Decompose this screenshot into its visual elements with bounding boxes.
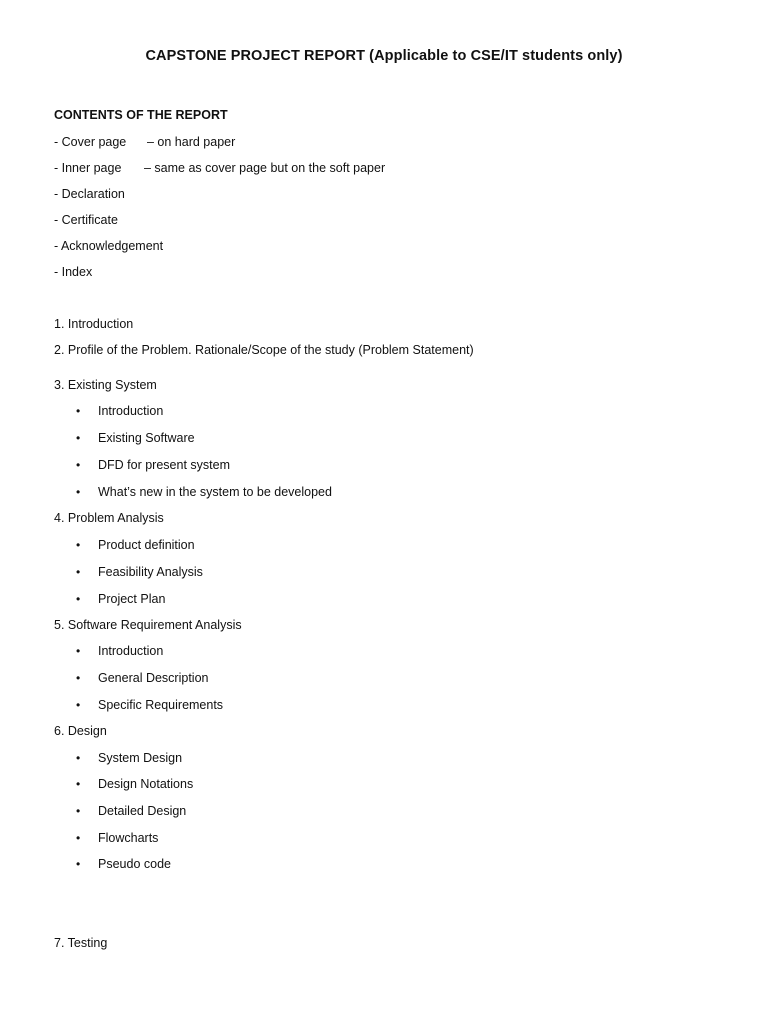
section-title: 5. Software Requirement Analysis	[54, 618, 242, 632]
list-item-label: Product definition	[98, 538, 195, 552]
list-item-label: Flowcharts	[98, 831, 159, 845]
bullet-icon: •	[76, 431, 81, 445]
section-title: 4. Problem Analysis	[54, 511, 164, 525]
list-item	[76, 751, 182, 765]
bullet-icon: •	[76, 671, 81, 685]
front-matter-label: - Acknowledgement	[54, 239, 164, 253]
list-item	[76, 644, 163, 658]
section-title: 3. Existing System	[54, 378, 157, 392]
list-item	[76, 458, 230, 472]
bullet-icon: •	[76, 804, 81, 818]
front-matter-label: - Certificate	[54, 213, 118, 227]
list-item-label: DFD for present system	[98, 458, 230, 472]
list-item-label: General Description	[98, 671, 209, 685]
front-matter-item	[54, 265, 92, 279]
bullet-icon: •	[76, 751, 81, 765]
bullet-icon: •	[76, 592, 81, 606]
front-matter-item	[54, 213, 118, 227]
section-title: 7. Testing	[54, 936, 108, 950]
list-item	[76, 777, 193, 791]
list-item-label: Project Plan	[98, 592, 166, 606]
list-item-label: Introduction	[98, 644, 164, 658]
front-matter-note: – same as cover page but on the soft paper	[144, 161, 386, 175]
bullet-icon: •	[76, 857, 81, 871]
bullet-icon: •	[76, 698, 81, 712]
bullet-icon: •	[76, 458, 81, 472]
front-matter-item	[54, 135, 235, 149]
section-title: 6. Design	[54, 724, 107, 738]
list-item	[76, 485, 332, 499]
list-item	[76, 698, 223, 712]
bullet-icon: •	[76, 831, 81, 845]
front-matter-item	[54, 239, 163, 253]
front-matter-label: - Inner page	[54, 161, 122, 175]
list-item	[76, 804, 186, 818]
list-item-label: Pseudo code	[98, 857, 171, 871]
list-item-label: Design Notations	[98, 777, 194, 791]
list-item	[76, 404, 163, 418]
list-item	[76, 538, 195, 552]
contents-heading: CONTENTS OF THE REPORT	[54, 108, 228, 122]
list-item	[76, 431, 195, 445]
front-matter-item	[54, 161, 385, 175]
list-item	[76, 857, 171, 871]
bullet-icon: •	[76, 565, 81, 579]
front-matter-label: - Index	[54, 265, 93, 279]
list-item-label: Feasibility Analysis	[98, 565, 203, 579]
bullet-icon: •	[76, 777, 81, 791]
list-item	[76, 565, 203, 579]
bullet-icon: •	[76, 538, 81, 552]
list-item-label: Specific Requirements	[98, 698, 224, 712]
front-matter-label: - Declaration	[54, 187, 125, 201]
report-title: CAPSTONE PROJECT REPORT (Applicable to CSE/IT students only)	[145, 48, 623, 64]
front-matter-note: – on hard paper	[147, 135, 236, 149]
list-item	[76, 592, 165, 606]
bullet-icon: •	[76, 644, 81, 658]
section-title: 2. Profile of the Problem. Rationale/Scope of the study (Problem Statement)	[54, 343, 474, 357]
bullet-icon: •	[76, 485, 81, 499]
list-item-label: Detailed Design	[98, 804, 187, 818]
front-matter-label: - Cover page	[54, 135, 127, 149]
list-item-label: Existing Software	[98, 431, 195, 445]
section-title: 1. Introduction	[54, 317, 134, 331]
list-item	[76, 671, 208, 685]
front-matter-item	[54, 187, 125, 201]
list-item-label: Introduction	[98, 404, 164, 418]
list-item-label: What’s new in the system to be developed	[98, 485, 332, 499]
list-item	[76, 831, 158, 845]
bullet-icon: •	[76, 404, 81, 418]
list-item-label: System Design	[98, 751, 183, 765]
